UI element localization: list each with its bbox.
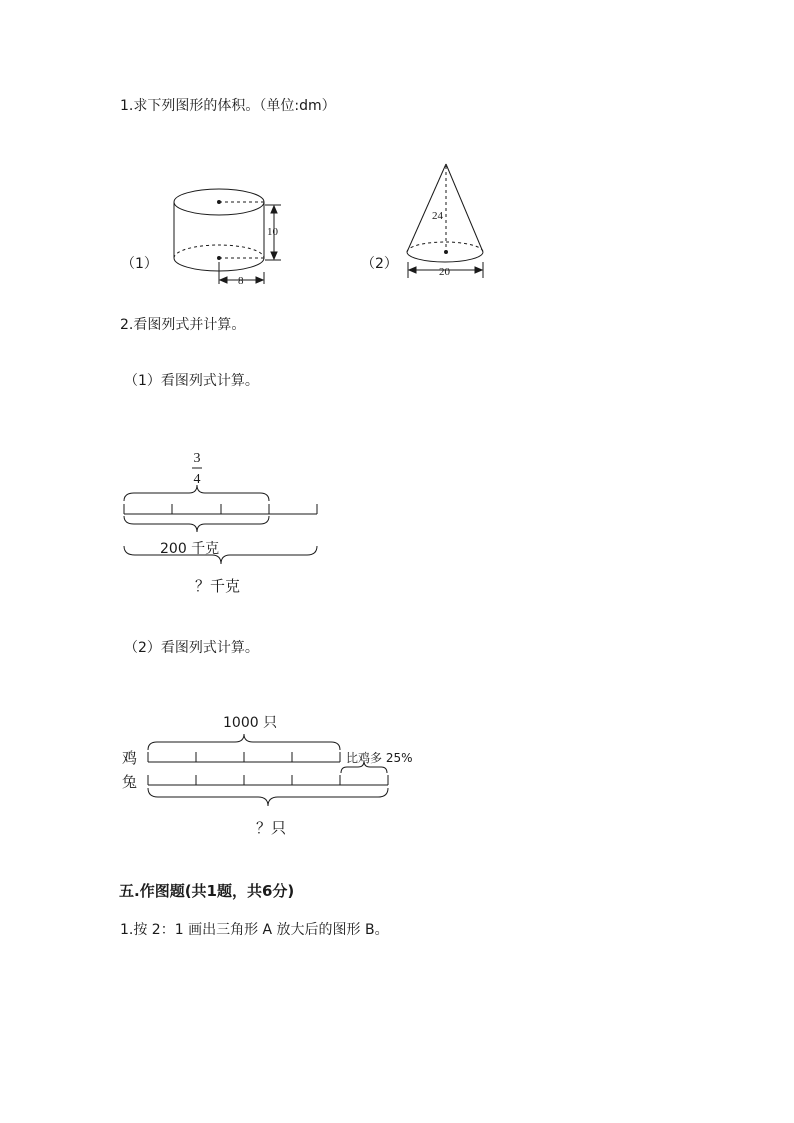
chicken-label: 鸡 [122, 749, 138, 767]
cylinder-figure [174, 189, 281, 284]
fraction-diagram [124, 468, 317, 564]
cylinder-radius-label: 8 [238, 275, 244, 287]
whole-weight-label: 200 千克 [160, 541, 220, 557]
rabbit-label: 兔 [122, 773, 138, 791]
cone-height-label: 24 [432, 210, 443, 222]
q2-sub1-text: （1）看图列式计算。 [124, 373, 259, 389]
q1-text: 1.求下列图形的体积。（单位:dm） [120, 98, 336, 114]
unknown-count-label: ？只 [256, 819, 287, 837]
fig1-label: （1） [121, 256, 158, 272]
cylinder-height-label: 10 [267, 226, 278, 238]
section-title: 五.作图题(共1题，共6分) [119, 882, 295, 900]
more-percent-label: 比鸡多 25% [346, 751, 413, 765]
q2-text: 2.看图列式并计算。 [120, 317, 246, 333]
fraction-numerator: 3 [193, 451, 201, 466]
chicken-rabbit-diagram [148, 734, 388, 806]
fig2-label: （2） [361, 256, 398, 272]
cone-figure [407, 164, 483, 278]
cone-diameter-label: 20 [439, 266, 450, 278]
q2-sub2-text: （2）看图列式计算。 [124, 640, 259, 656]
chicken-total-label: 1000 只 [223, 715, 278, 731]
unknown-weight-label: ？千克 [195, 577, 241, 595]
section5-q1-text: 1.按 2：1 画出三角形 A 放大后的图形 B。 [120, 922, 389, 938]
fraction-denominator: 4 [193, 472, 201, 487]
